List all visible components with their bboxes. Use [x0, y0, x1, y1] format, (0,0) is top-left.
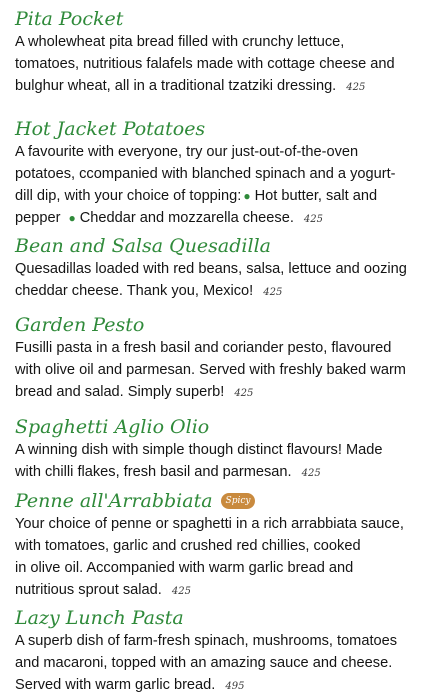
description-line: [15, 579, 440, 603]
description-line: [15, 280, 440, 304]
item-title: Hot Jacket Potatoes: [15, 118, 206, 140]
description-line: in olive oil. Accompanied with warm garlic bread and: [15, 560, 354, 576]
item-title: Lazy Lunch Pasta: [15, 607, 184, 629]
description-line: A favourite with everyone, try our just-out-of-the-oven: [15, 144, 359, 160]
description-line: [15, 461, 440, 485]
item-price: 495: [225, 681, 245, 692]
description-line: [15, 75, 440, 99]
description-line: and macaroni, topped with an amazing sauce and cheese.: [15, 655, 393, 671]
item-title: Bean and Salsa Quesadilla: [15, 235, 271, 257]
description-text: pepper: [15, 210, 61, 226]
item-description: [15, 31, 440, 99]
description-line: with tomatoes, garlic and crushed red chillies, cooked: [15, 538, 361, 554]
item-price: 425: [346, 82, 366, 93]
description-text: bulghur wheat, all in a traditional tzatziki dressing.: [15, 78, 337, 94]
item-title-text: Penne all'Arrabbiata: [15, 490, 213, 512]
item-price: 425: [303, 214, 323, 225]
description-line: Fusilli pasta in a fresh basil and coriander pesto, flavoured: [15, 340, 392, 356]
item-title: [15, 490, 440, 512]
bullet-icon: ●: [243, 189, 251, 203]
item-title: Spaghetti Aglio Olio: [15, 416, 210, 438]
item-description: [15, 513, 440, 603]
menu-item-spaghetti-aglio-olio: [15, 416, 440, 485]
description-text: with chilli flakes, fresh basil and parmesan.: [15, 464, 292, 480]
item-description: [15, 439, 440, 485]
description-text: Served with warm garlic bread.: [15, 677, 216, 693]
spicy-badge: Spicy: [221, 493, 256, 509]
item-price: 425: [301, 468, 321, 479]
item-description: [15, 258, 440, 304]
description-line: Quesadillas loaded with red beans, salsa, lettuce and oozing: [15, 261, 407, 277]
description-line: A winning dish with simple though distinct flavours! Made: [15, 442, 383, 458]
item-description: [15, 337, 440, 405]
item-title: Pita Pocket: [15, 8, 124, 30]
description-text: cheddar cheese. Thank you, Mexico!: [15, 283, 254, 299]
item-title: Garden Pesto: [15, 314, 145, 336]
item-price: 425: [234, 388, 254, 399]
description-line: Your choice of penne or spaghetti in a rich arrabbiata sauce,: [15, 516, 404, 532]
item-description: [15, 630, 440, 698]
description-text: nutritious sprout salad.: [15, 582, 162, 598]
description-line: tomatoes, nutritious falafels made with cottage cheese and: [15, 56, 395, 72]
item-price: 425: [263, 287, 283, 298]
description-line: [15, 207, 440, 231]
description-text: dill dip, with your choice of topping:: [15, 188, 242, 204]
bullet-icon: ●: [68, 211, 76, 225]
item-description: [15, 141, 440, 231]
description-line: with olive oil and parmesan. Served with freshly baked warm: [15, 362, 406, 378]
description-line: A superb dish of farm-fresh spinach, mushrooms, tomatoes: [15, 633, 398, 649]
item-price: 425: [171, 586, 191, 597]
description-line: [15, 185, 440, 207]
menu-item-bean-salsa-quesadilla: [15, 235, 440, 304]
topping-option: Hot butter, salt and: [254, 188, 378, 204]
menu-item-garden-pesto: [15, 314, 440, 405]
description-line: [15, 674, 440, 698]
topping-option: Cheddar and mozzarella cheese.: [79, 210, 294, 226]
menu-item-lazy-lunch-pasta: [15, 607, 440, 698]
menu-item-hot-jacket-potatoes: [15, 118, 440, 231]
description-line: potatoes, ccompanied with blanched spinach and a yogurt-: [15, 166, 396, 182]
description-line: [15, 381, 440, 405]
menu-item-pita-pocket: [15, 8, 440, 99]
description-text: bread and salad. Simply superb!: [15, 384, 225, 400]
menu-item-penne-arrabbiata: [15, 490, 440, 603]
description-line: A wholewheat pita bread filled with crunchy lettuce,: [15, 34, 345, 50]
